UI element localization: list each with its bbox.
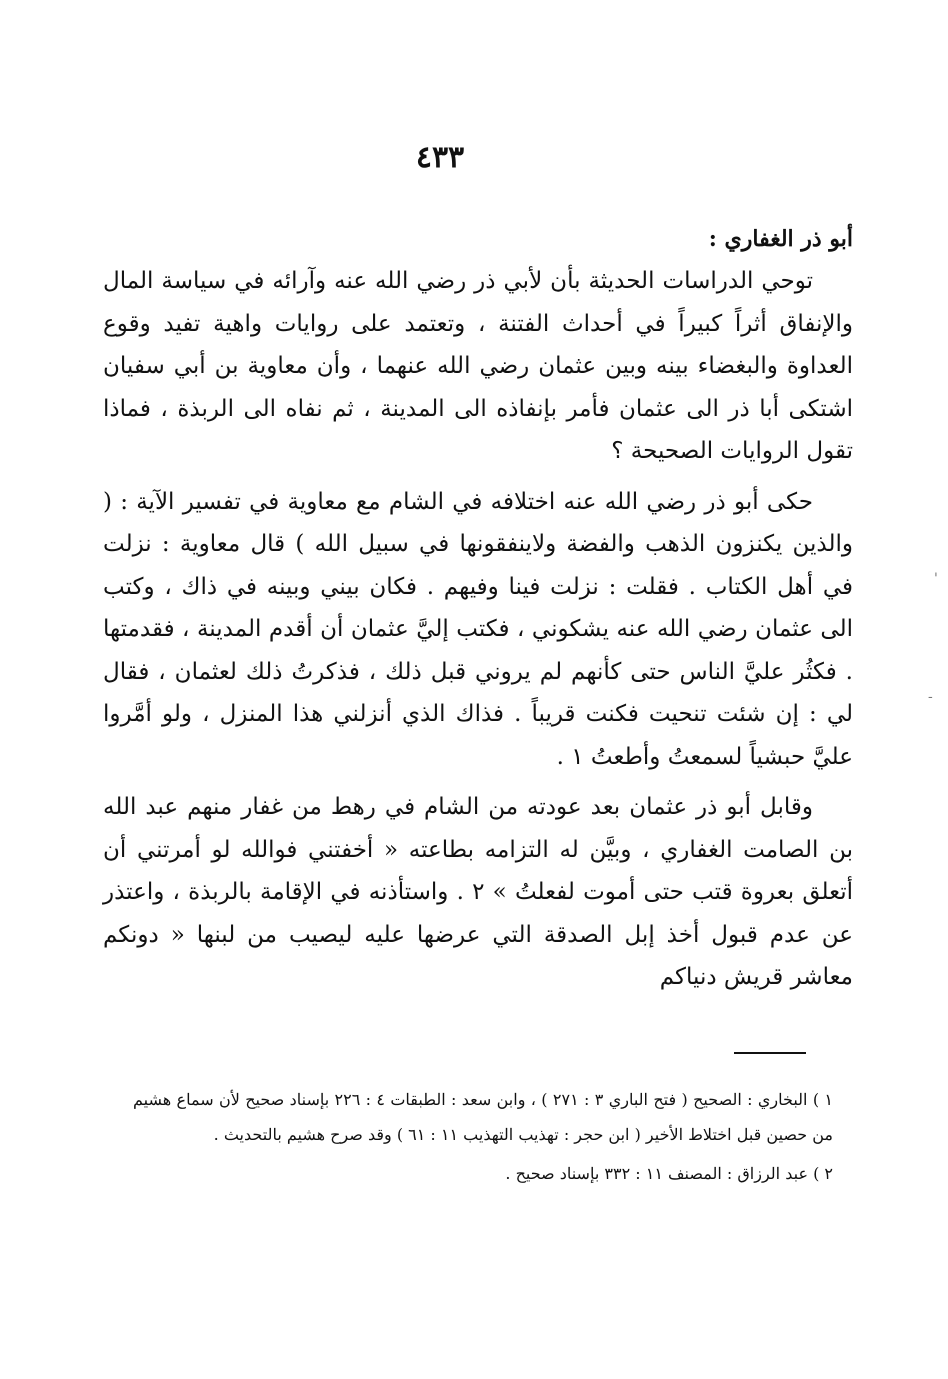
main-text xyxy=(103,218,853,1007)
margin-tick-mark: ' xyxy=(934,571,938,587)
footnote-1: ١ ) البخاري : الصحيح ( فتح الباري ٣ : ٢٧١ ) ، وابن سعد : الطبقات ٤ : ٢٢٦ بإسناد صحيح لأن سماع هشيم من حصين قبل اختلاط الأخير ( ابن حجر : تهذيب التهذيب ١١ : ٦١ ) وقد صرح هشيم بالتحديث . xyxy=(133,1090,833,1144)
margin-dash-mark: - xyxy=(928,689,933,705)
footnote-divider xyxy=(734,1052,806,1054)
page-number: ٤٣٣ xyxy=(415,140,465,175)
footnote-2: ٢ ) عبد الرزاق : المصنف ١١ : ٣٣٢ بإسناد صحيح . xyxy=(505,1164,833,1183)
footnotes xyxy=(133,1082,833,1195)
paragraph-3: وقابل أبو ذر عثمان بعد عودته من الشام في رهط من غفار منهم عبد الله بن الصامت الغفاري ، وبيَّن له التزامه بطاعته « أخفتني فوالله لو أمرتني أن أتعلق بعروة قتب حتى أموت لفعلتُ » ٢ . واستأذنه في الإقامة بالربذة ، واعتذر عن عدم قبول أخذ إبل الصدقة التي عرضها عليه ليصيب من لبنها « دونكم معاشر قريش دنياكم xyxy=(103,794,854,990)
paragraph-1: توحي الدراسات الحديثة بأن لأبي ذر رضي الله عنه وآرائه في سياسة المال والإنفاق أثراً كبيراً في أحداث الفتنة ، وتعتمد على روايات واهية تفيد وقوع العداوة والبغضاء بينه وبين عثمان رضي الله عنهما ، وأن معاوية بن أبي سفيان اشتكى أبا ذر الى عثمان فأمر بإنفاذه الى المدينة ، ثم نفاه الى الربذة ، فماذا تقول الروايات الصحيحة ؟ xyxy=(103,268,853,464)
section-heading: أبو ذر الغفاري : xyxy=(708,226,853,252)
paragraph-2: حكى أبو ذر رضي الله عنه اختلافه في الشام مع معاوية في تفسير الآية : ( والذين يكنزون الذهب والفضة ولاينفقونها في سبيل الله ) قال معاوية : نزلت في أهل الكتاب . فقلت : نزلت فينا وفيهم . فكان بيني وبينه في ذاك ، وكتب الى عثمان رضي الله عنه يشكوني ، فكتب إليَّ عثمان أن أقدم المدينة ، فقدمتها . فكثُر عليَّ الناس حتى كأنهم لم يروني قبل ذلك ، فذكرتُ ذلك لعثمان ، فقال لي : إن شئت تنحيت فكنت قريباً . فذاك الذي أنزلني هذا المنزل ، ولو أمَّروا عليَّ حبشياً لسمعتُ وأطعتُ ١ . xyxy=(103,488,853,770)
